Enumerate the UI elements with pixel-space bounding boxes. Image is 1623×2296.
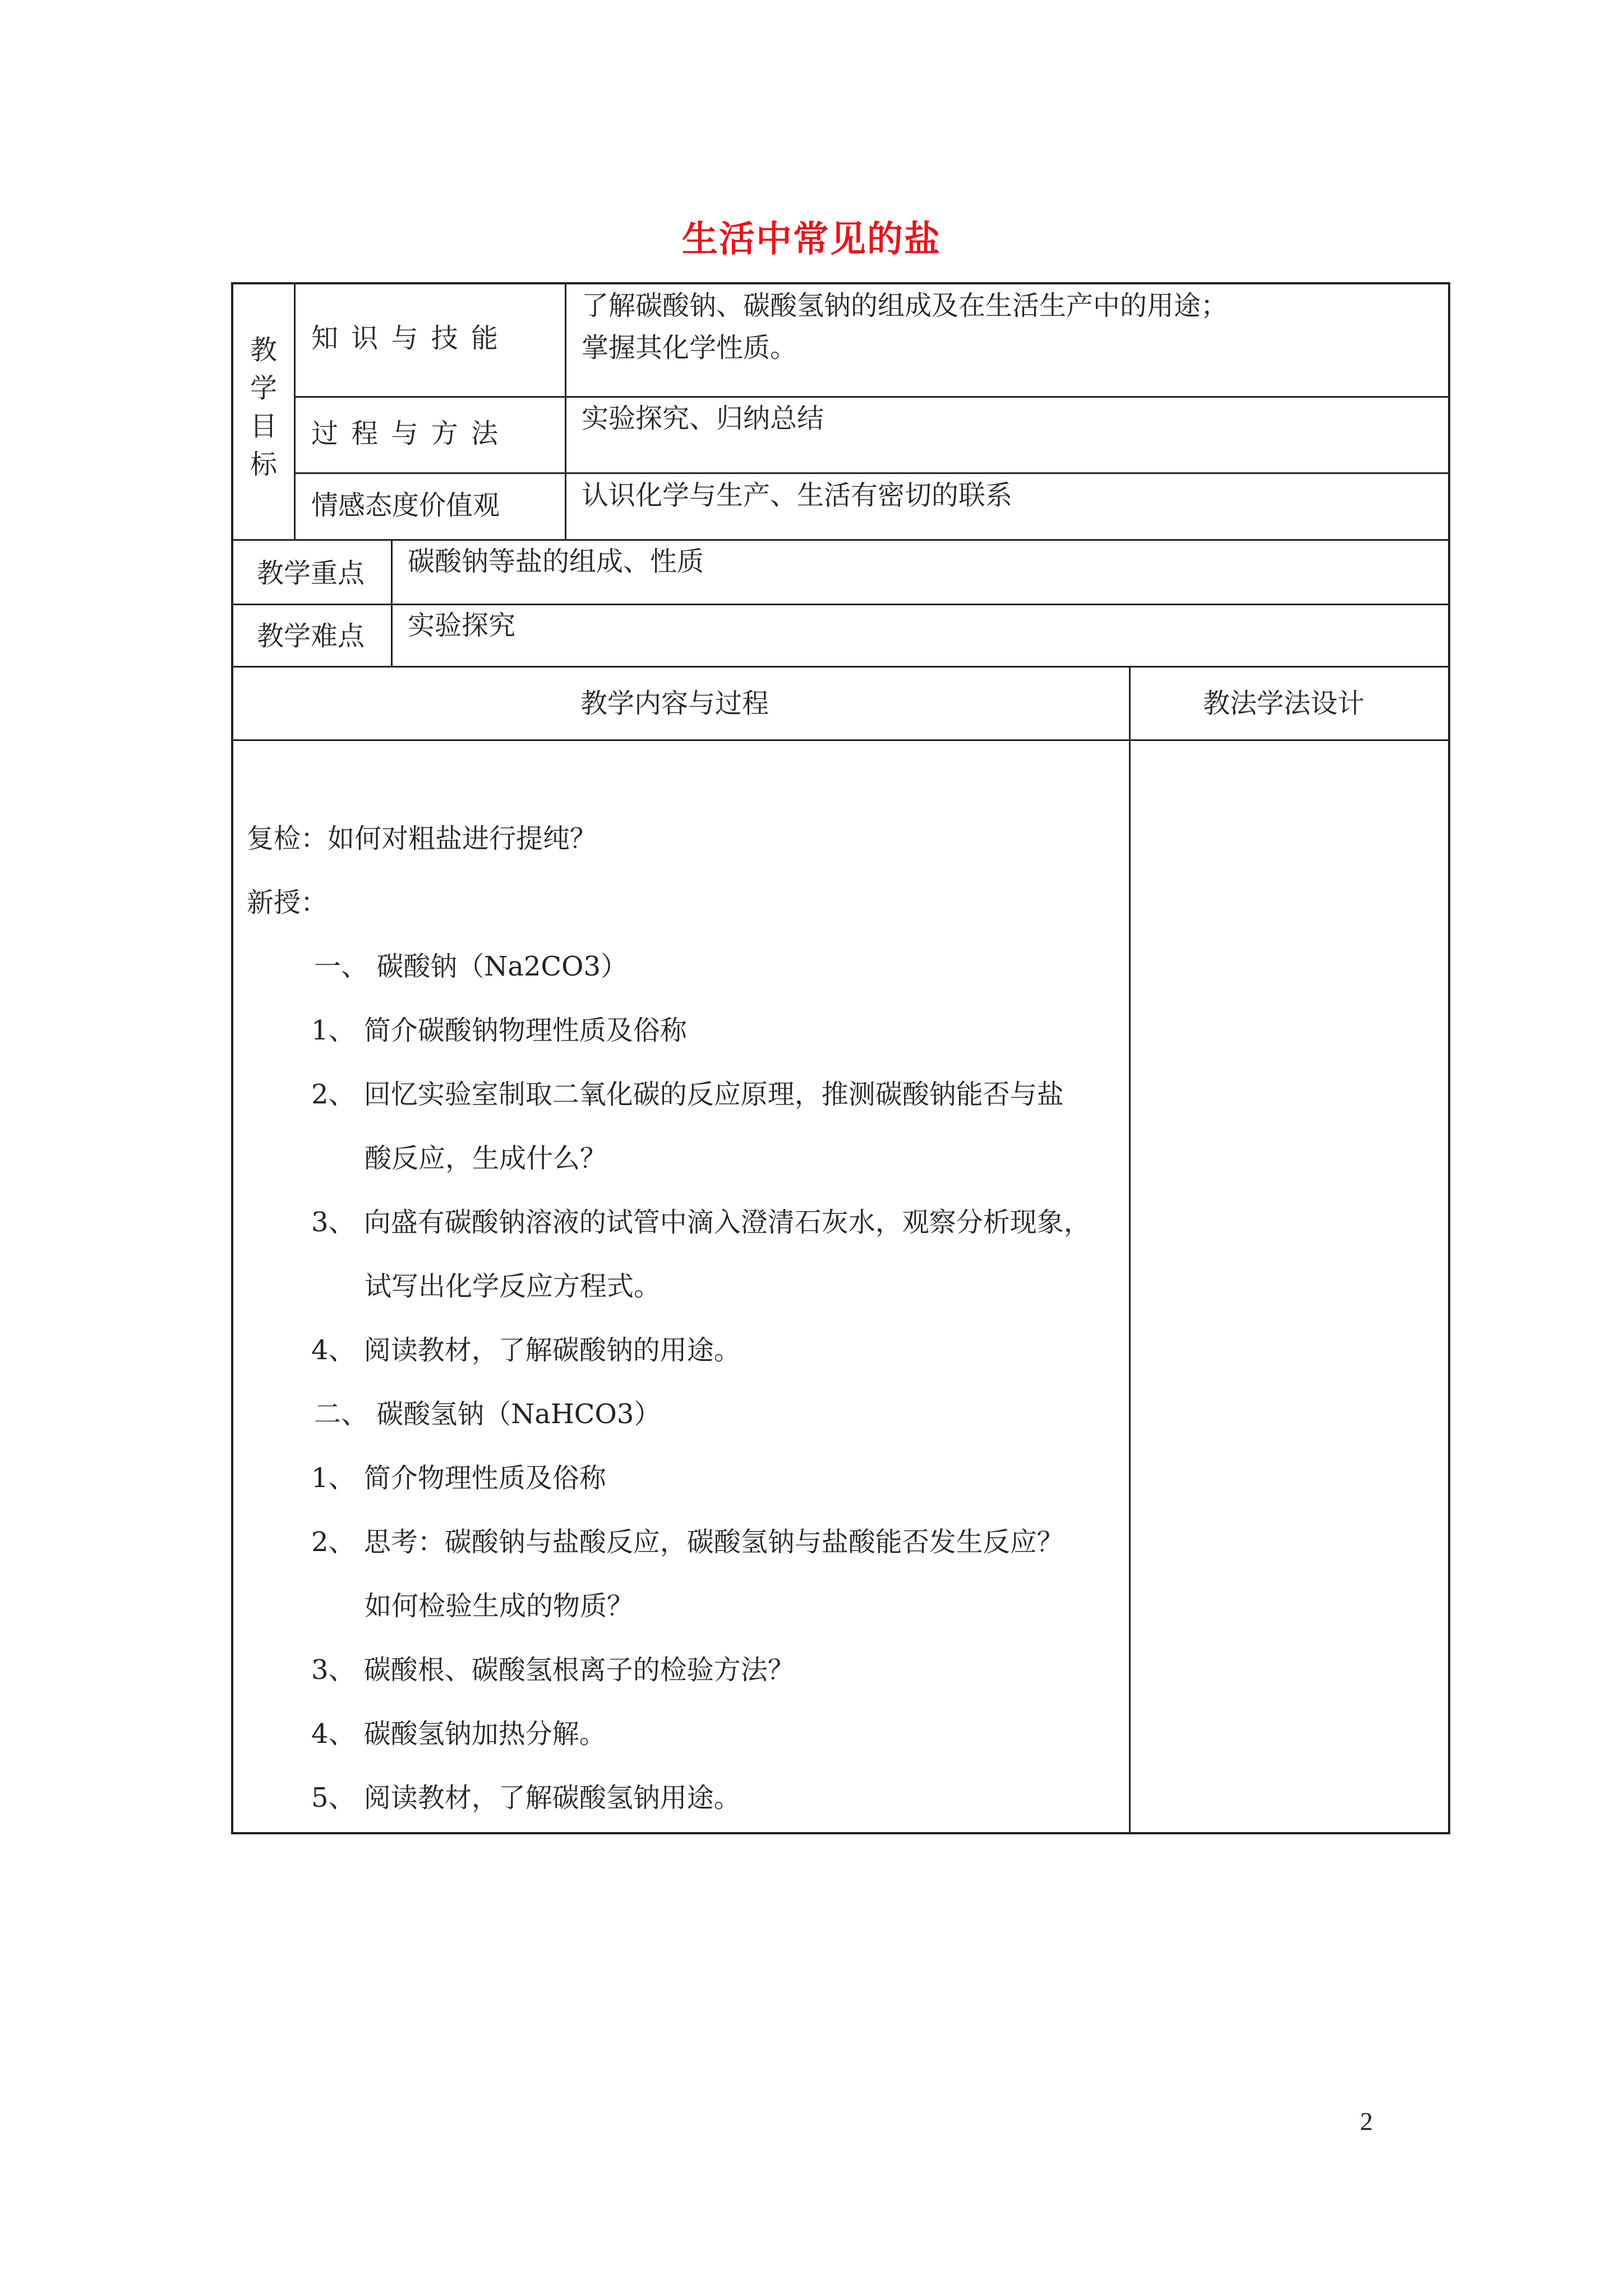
key-point-value: 碳酸钠等盐的组成、性质 bbox=[408, 546, 704, 577]
content-line: 2、 思考：碳酸钠与盐酸反应，碳酸氢钠与盐酸能否发生反应？ bbox=[311, 1526, 1064, 1558]
objective-value-process: 实验探究、归纳总结 bbox=[582, 403, 824, 434]
content-line: 1、 简介物理性质及俗称 bbox=[311, 1462, 606, 1494]
content-line: 1、 简介碳酸钠物理性质及俗称 bbox=[311, 1015, 687, 1046]
content-line: 二、 碳酸氢钠（NaHCO3） bbox=[314, 1398, 661, 1430]
objective-label-knowledge: 知 识 与 技 能 bbox=[311, 323, 501, 354]
content-line: 新授： bbox=[247, 887, 328, 918]
content-line: 3、 向盛有碳酸钠溶液的试管中滴入澄清石灰水，观察分析现象， bbox=[311, 1207, 1091, 1238]
objective-value-knowledge-line2: 掌握其化学性质。 bbox=[582, 332, 797, 364]
teaching-content bbox=[247, 822, 1091, 1845]
objective-label-process: 过 程 与 方 法 bbox=[311, 418, 501, 449]
page-title: 生活中常见的盐 bbox=[682, 219, 941, 260]
content-line: 复检：如何对粗盐进行提纯？ bbox=[247, 823, 597, 854]
content-line: 3、 碳酸根、碳酸氢根离子的检验方法？ bbox=[311, 1654, 795, 1686]
content-line: 试写出化学反应方程式。 bbox=[365, 1271, 661, 1302]
content-line: 2、 回忆实验室制取二氧化碳的反应原理，推测碳酸钠能否与盐 bbox=[311, 1079, 1064, 1110]
key-point-label: 教学重点 bbox=[257, 558, 365, 589]
page-number: 2 bbox=[1360, 2107, 1373, 2136]
content-line: 5、 阅读教材，了解碳酸氢钠用途。 bbox=[311, 1782, 741, 1814]
content-line: 4、 阅读教材，了解碳酸钠的用途。 bbox=[311, 1335, 741, 1366]
objective-label-attitude: 情感态度价值观 bbox=[311, 490, 500, 521]
content-line: 4、 碳酸氢钠加热分解。 bbox=[311, 1718, 606, 1750]
objective-value-knowledge-line1: 了解碳酸钠、碳酸氢钠的组成及在生活生产中的用途； bbox=[582, 290, 1228, 321]
method-column-header: 教法学法设计 bbox=[1203, 688, 1365, 719]
content-line: 酸反应，生成什么？ bbox=[365, 1143, 607, 1174]
content-column-header: 教学内容与过程 bbox=[580, 688, 769, 719]
content-line: 如何检验生成的物质？ bbox=[365, 1590, 634, 1622]
difficulty-value: 实验探究 bbox=[408, 610, 516, 641]
objectives-group-label: 教 学 目 标 bbox=[250, 334, 277, 480]
content-line: 一、 碳酸钠（Na2CO3） bbox=[314, 951, 628, 982]
objective-value-attitude: 认识化学与生产、生活有密切的联系 bbox=[582, 480, 1013, 511]
difficulty-label: 教学难点 bbox=[257, 620, 365, 652]
